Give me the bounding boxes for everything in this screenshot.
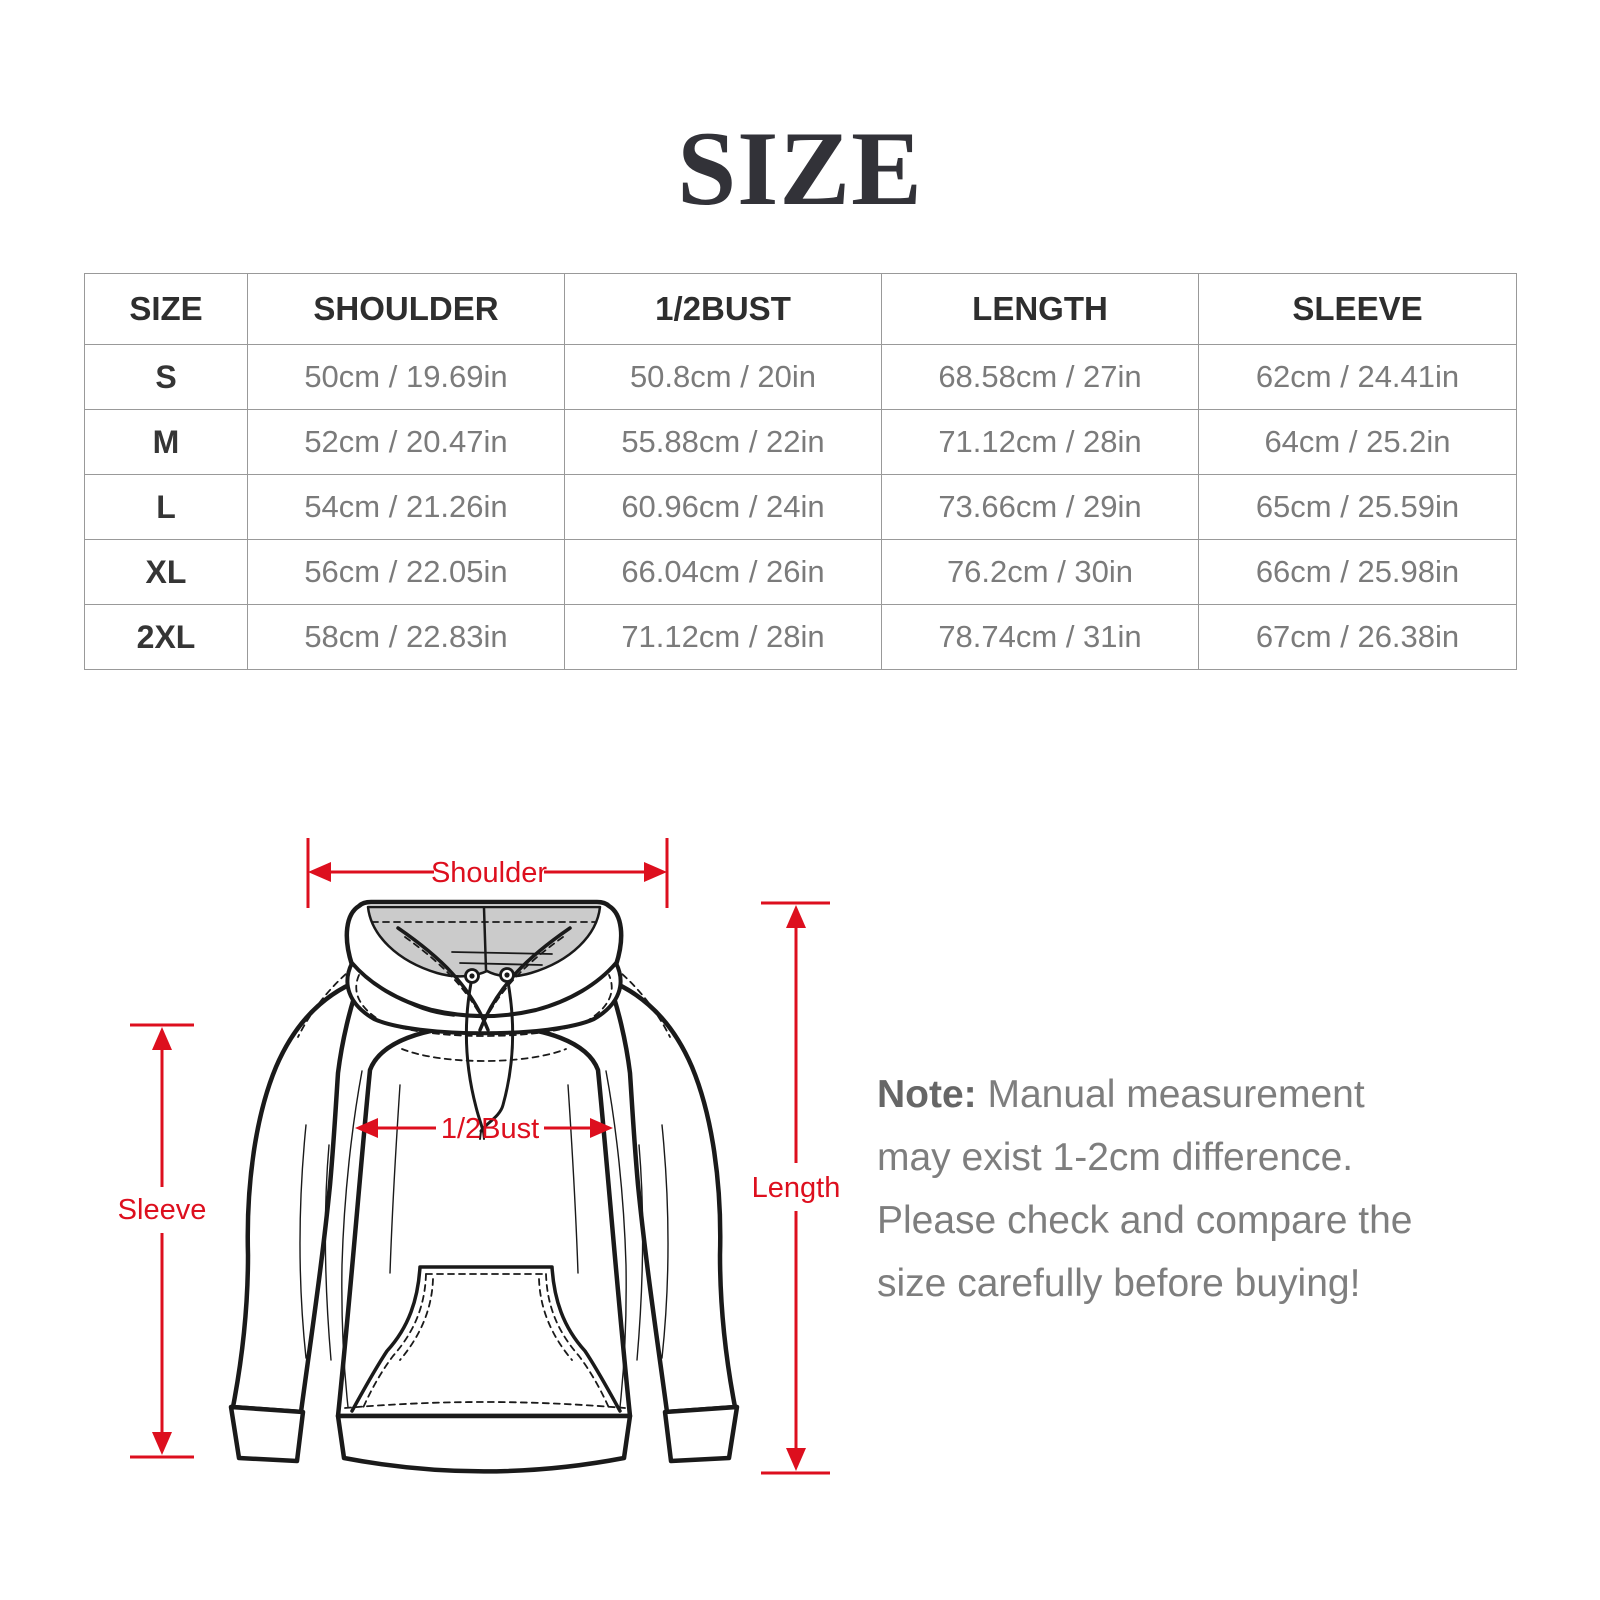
cell-size: XL bbox=[85, 540, 248, 605]
table-header-row bbox=[85, 274, 1517, 345]
table-row-l bbox=[85, 475, 1517, 540]
table-row-2xl bbox=[85, 605, 1517, 670]
cell-length: 71.12cm / 28in bbox=[882, 410, 1199, 475]
cell-shoulder: 56cm / 22.05in bbox=[248, 540, 565, 605]
right-cuff bbox=[665, 1407, 737, 1461]
cell-length: 68.58cm / 27in bbox=[882, 345, 1199, 410]
cell-bust: 50.8cm / 20in bbox=[565, 345, 882, 410]
header-length: LENGTH bbox=[882, 274, 1199, 345]
size-table bbox=[84, 273, 1517, 670]
cell-bust: 71.12cm / 28in bbox=[565, 605, 882, 670]
cell-shoulder: 58cm / 22.83in bbox=[248, 605, 565, 670]
cell-size: 2XL bbox=[85, 605, 248, 670]
cell-bust: 66.04cm / 26in bbox=[565, 540, 882, 605]
cell-sleeve: 64cm / 25.2in bbox=[1199, 410, 1517, 475]
header-sleeve: SLEEVE bbox=[1199, 274, 1517, 345]
cell-sleeve: 65cm / 25.59in bbox=[1199, 475, 1517, 540]
header-bust: 1/2BUST bbox=[565, 274, 882, 345]
cell-size: M bbox=[85, 410, 248, 475]
length-dimension bbox=[752, 903, 840, 1473]
cell-shoulder: 52cm / 20.47in bbox=[248, 410, 565, 475]
measurement-note bbox=[877, 1063, 1417, 1315]
sleeve-label: Sleeve bbox=[117, 1194, 207, 1226]
cell-size: L bbox=[85, 475, 248, 540]
left-sleeve bbox=[233, 980, 360, 1412]
header-size: SIZE bbox=[85, 274, 248, 345]
hoodie-size-diagram bbox=[100, 815, 840, 1495]
sleeve-dimension bbox=[118, 1025, 207, 1457]
header-shoulder: SHOULDER bbox=[248, 274, 565, 345]
cell-sleeve: 62cm / 24.41in bbox=[1199, 345, 1517, 410]
table-row-xl bbox=[85, 540, 1517, 605]
bust-label: 1/2Bust bbox=[440, 1113, 540, 1145]
right-sleeve bbox=[608, 980, 735, 1412]
cell-length: 78.74cm / 31in bbox=[882, 605, 1199, 670]
left-cuff bbox=[231, 1407, 303, 1461]
cell-size: S bbox=[85, 345, 248, 410]
table-row-m bbox=[85, 410, 1517, 475]
cell-bust: 55.88cm / 22in bbox=[565, 410, 882, 475]
page-title: SIZE bbox=[677, 110, 923, 227]
cell-length: 76.2cm / 30in bbox=[882, 540, 1199, 605]
cell-shoulder: 50cm / 19.69in bbox=[248, 345, 565, 410]
cell-shoulder: 54cm / 21.26in bbox=[248, 475, 565, 540]
cell-sleeve: 67cm / 26.38in bbox=[1199, 605, 1517, 670]
hoodie-drawing bbox=[231, 902, 737, 1472]
note-label: Note: bbox=[877, 1073, 977, 1116]
cell-length: 73.66cm / 29in bbox=[882, 475, 1199, 540]
shoulder-dimension bbox=[308, 838, 667, 908]
note-text: Manual measurement may exist 1-2cm difference. Please check and compare the size carefully before buying! bbox=[877, 1073, 1413, 1305]
shoulder-label: Shoulder bbox=[430, 857, 548, 889]
table-row-s bbox=[85, 345, 1517, 410]
waistband bbox=[338, 1416, 630, 1472]
cell-bust: 60.96cm / 24in bbox=[565, 475, 882, 540]
cell-sleeve: 66cm / 25.98in bbox=[1199, 540, 1517, 605]
length-label: Length bbox=[751, 1172, 840, 1204]
